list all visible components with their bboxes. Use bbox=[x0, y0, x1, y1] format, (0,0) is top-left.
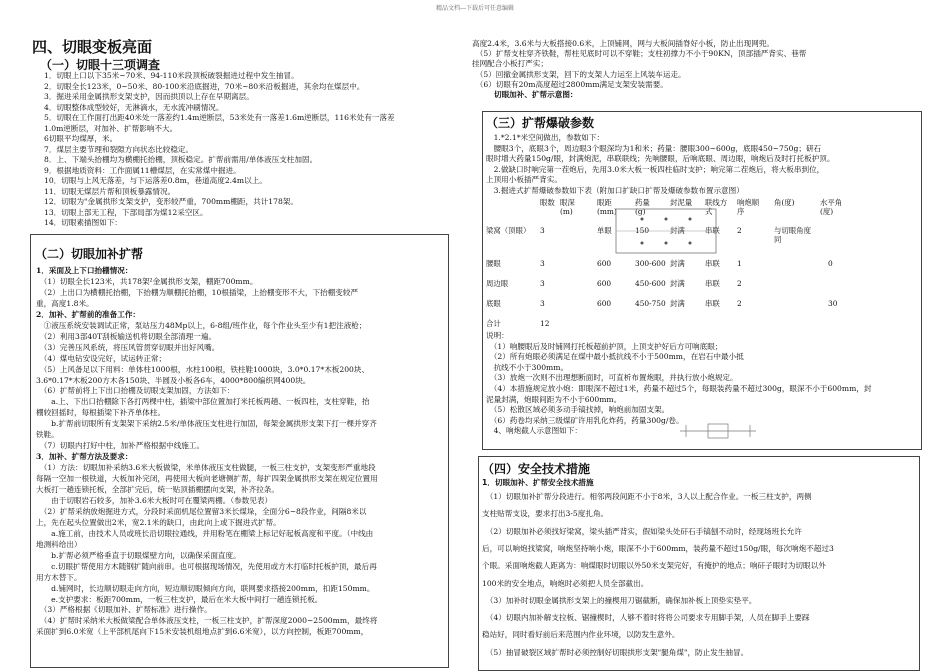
table-cell: 600 bbox=[597, 279, 612, 288]
table-cell: 封满 bbox=[670, 299, 685, 308]
top-line: 高度2.4米，3.6米与大板搭接0.6米，上顶铺网，网与大板间插脊好小板，防止出现网兜。 bbox=[472, 39, 775, 48]
table-cell: 封满 bbox=[670, 226, 685, 235]
table-cell: 0 bbox=[828, 259, 833, 268]
survey-line: 7．煤层主要节理和裂隙方向状态比较稳定。 bbox=[44, 144, 194, 154]
watermark: 精品文档---下载后可任意编辑 bbox=[435, 5, 515, 12]
body-line: a.上、下出口抬棚除下各打两棵中柱，插梁中部位置加打米托板两趟、一板四柱，支柱穿鞋，抬 bbox=[36, 397, 370, 407]
note-line: （4）本措施规定放小炮：即眼深不超过1米，药量不超过5个，每眼装药量不超过300g，眼深不小于600mm，封 bbox=[486, 384, 872, 393]
survey-line: 8．上、下端头抬棚均为横棚托抬棚，顶板稳定。扩帮前需用/单体液压支柱加固。 bbox=[44, 155, 318, 164]
subsection-title-reinforcement: （二）切眼加补扩帮 bbox=[35, 247, 144, 261]
blast-line: 3.掘进式扩帮爆破参数如下表（附加口扩缺口扩帮及爆破参数布置示意图） bbox=[486, 186, 744, 195]
blast-line: 2.做缺口时响完第一茬炮后，先用3.0米大板一板四柱临时支护；响完第二茬炮后，将大板串到位， bbox=[486, 164, 825, 174]
body-line: 由于切眼岩石较多，加补3.6米大板时可在覆梁两棚。（参数见表） bbox=[36, 495, 273, 505]
table-cell: 合计 bbox=[486, 319, 501, 328]
table-cell: 300-600 bbox=[635, 259, 666, 268]
table-header-cell: 封泥量 bbox=[670, 198, 693, 207]
note-line: （2）所有炮眼必须满足在煤中最小抵抗线不小于500mm，在岩石中最小抵 bbox=[486, 352, 744, 362]
body-line: 铁鞋。 bbox=[36, 430, 59, 440]
safety-line: （5）抽冒破裂区域扩帮时必须控制好切眼拱形支架"腿角煤"，防止发生抽冒。 bbox=[482, 647, 749, 657]
left-column bbox=[0, 0, 472, 672]
subsection-title-safety: （四）安全技术措施 bbox=[482, 462, 591, 476]
table-cell: 串联 bbox=[705, 259, 720, 268]
table-cell: 周边眼 bbox=[486, 279, 509, 288]
note-line: 泥量封满，炮眼间距为不小于600mm。 bbox=[486, 394, 622, 404]
survey-line: 3．掘进采用金属拱形支架支护，因而拱顶以上存在早期离层。 bbox=[44, 92, 254, 101]
safety-line: 个眼。采面响炮截人距离为：响煤眼时切眼以外50米支架完好，有掩护的地点；响矸子眼时为切眼以外 bbox=[482, 561, 826, 571]
body-line: （7）切眼内打好中柱，加补严格根据中线施工。 bbox=[36, 441, 205, 451]
body-line: （4）扩帮时采纳米大板做梁配合单体液压支柱，一板三柱支护，扩帮深度2000~2500mm，最终将 bbox=[36, 616, 378, 626]
table-cell: 450-750 bbox=[635, 299, 666, 308]
subsection-title-blasting: （三）扩帮爆破参数 bbox=[486, 116, 595, 130]
table-cell: 3 bbox=[540, 226, 545, 235]
note-line: （5）松散区域必须多动手镐找掉，响炮前加固支架。 bbox=[486, 405, 670, 415]
right-column bbox=[472, 0, 950, 672]
safety-line: 支柱贴帮支设，要求打出3-5度扎角。 bbox=[482, 509, 609, 519]
subsection-title-survey: （一）切眼十三项调查 bbox=[40, 58, 161, 72]
top-line: （5）回撤金属拱形支架，回下的支架人力运至上风装车运走。 bbox=[472, 69, 686, 79]
body-line: 2．加补、扩帮前的准备工作： bbox=[36, 309, 141, 319]
body-line: 棚较回摇时，每根插梁下补齐单体柱。 bbox=[36, 408, 166, 418]
body-line: b.扩帮前切眼所有支架架下采纳2.5米/单体液压支柱进行加固，每架金属拱形支架下打一棵并穿齐 bbox=[36, 419, 377, 429]
table-cell: 3 bbox=[540, 279, 545, 288]
table-cell: 3 bbox=[540, 259, 545, 268]
table-cell: 封满 bbox=[670, 279, 685, 288]
survey-line: 12．切眼为"金属拱形支架支护，变形较严重，700mm棚距，共计178架。 bbox=[44, 197, 298, 206]
safety-line: 后，可以响炮找梁窝，响炮坚持响小炮，眼深不小于600mm，装药量不超过150g/眼，每次响炮不超过3 bbox=[482, 543, 834, 553]
note-line: （3）放炮一次则不出理想断面时，可直析布置炮眼，并执行放小炮规定。 bbox=[486, 373, 738, 383]
table-cell: 600 bbox=[597, 299, 612, 308]
table-header-cell: 药量(g) bbox=[635, 198, 650, 216]
body-line: 采面扩到6.0米宽（上平部机尾向下15米安装机组地点扩到6.6米宽），以方向控制，板距700mm， bbox=[36, 627, 369, 637]
body-line: 用方木替下。 bbox=[36, 572, 82, 582]
table-cell: 串联 bbox=[705, 279, 720, 288]
survey-line: 2．切眼全长123米，0~50米、80-100米沿底掘进，70米~80米沿板掘进，其余均在煤层中。 bbox=[44, 81, 365, 91]
blast-line: 上顶用小板插严背实。 bbox=[486, 175, 562, 185]
body-line: 地测科给出） bbox=[36, 539, 82, 549]
body-line: ①液压系统安装调试正常，泵站压力48Mp以上，6-8组/班作业，每个作业头至少有1把注液枪； bbox=[36, 320, 367, 330]
table-cell: 150 bbox=[635, 226, 650, 235]
body-line: （1）切眼全长123米，共178架²金属拱形支架，棚距700mm。 bbox=[36, 276, 258, 286]
body-line: 大板打一趟连锁托板，全部扩完后，统一贴顶插棚摆向支架，补齐拉条。 bbox=[36, 485, 279, 494]
table-cell: 串联 bbox=[705, 226, 720, 235]
note-line: （1）响腰眼后及时铺网打托板超前护顶，上顶支护好后方可响底眼； bbox=[486, 341, 723, 351]
table-cell: 450-600 bbox=[635, 279, 666, 288]
table-cell: 2 bbox=[737, 299, 742, 308]
body-line: （4）煤电钻安设完好，试运转正常； bbox=[36, 353, 167, 363]
body-line: 1．采面及上下口抬棚情况： bbox=[36, 266, 133, 275]
table-cell: 1 bbox=[737, 259, 742, 268]
note-line: 说明： bbox=[486, 331, 509, 340]
blast-line: 1.*2.1*米空间做出，参数如下： bbox=[486, 133, 605, 142]
top-line: 挂网配合小板打严实； bbox=[472, 59, 548, 69]
table-cell: 底眼 bbox=[486, 299, 501, 308]
table-cell: 3 bbox=[540, 299, 545, 308]
body-line: （2）利用3部40T刮板输送机将切眼全部清理一遍。 bbox=[36, 331, 217, 341]
survey-line: 1．切眼上口以下35米~70米、94-110米段顶板破裂掘进过程中发生抽冒。 bbox=[44, 71, 299, 80]
table-cell: 2 bbox=[737, 279, 742, 288]
blast-layout-sketch-icon bbox=[612, 205, 722, 260]
body-line: （5）上风备足以下用料：单体柱1000根，水柱100根，铁柱鞋1000块，3.0*0.17*木板200块、 bbox=[36, 364, 370, 374]
top-line: （5）扩帮支柱穿齐铁鞋，帮柱见底时可以不穿鞋；支柱初撑力不小于90KN，顶部插严背实、巷帮 bbox=[472, 49, 807, 59]
blast-line: 腰眼3个，底眼3个，周边眼3个眼深均为1和米；药量：腰眼300~600g，底眼450~750g；研石 bbox=[486, 143, 822, 153]
table-cell: 单眼 bbox=[597, 226, 612, 235]
body-line: c.切眼扩帮使用方木随钢扩随向前串。也可根据现场情况，先使用或方木打临时托板护顶，最后再 bbox=[36, 561, 377, 571]
survey-line: 4．切眼整体成型较好，无淋滴水，无水流冲刷情况。 bbox=[44, 102, 224, 112]
diagram-caption: 切眼加补、扩帮示意图： bbox=[494, 90, 578, 99]
body-line: 重，高度1.8米。 bbox=[36, 298, 94, 308]
note-line: （6）药卷均采纳三级煤矿许用乳化炸药，药量300g/卷。 bbox=[486, 415, 684, 425]
table-cell: 2 bbox=[737, 226, 742, 235]
body-line: 上，先在起头位置做出2米，宽2.1米的缺口，由此向上或下掘进式扩帮。 bbox=[36, 517, 281, 527]
survey-line: 6切眼平均煤厚，米。 bbox=[44, 134, 118, 143]
body-line: 3.6*0.17*木板200方木各150块、半圆及小板各6车，4000*800编织网400块。 bbox=[36, 375, 311, 385]
survey-line: 9．根据地质资料：工作面属11槽煤层，在实常煤中掘进。 bbox=[44, 165, 241, 175]
survey-line: 10．切眼与上风无落差，与下运落差0.8m，巷道高度2.4m以上。 bbox=[44, 176, 267, 185]
body-line: （2）上出口为横棚托抬棚，下抬棚为顺棚托抬棚，10根插梁，上抬棚变形不大，下抬棚变较严 bbox=[36, 287, 359, 297]
body-line: a.施工前，由技术人员或班长沿切眼拉通线，并用粉笔在棚梁上标记好起板高度和平度。（中线由 bbox=[36, 528, 374, 538]
table-cell: 封满 bbox=[670, 259, 685, 268]
blast-line: 眼时增大药量150g/眼，封满炮泥，串联联线；先响腰眼，后响底眼、周边眼，响炮后及时打托板护顶。 bbox=[486, 154, 835, 164]
body-line: d.铺网时，长边顺切眼走向方向，短边顺切眼倾向方向，联网要求搭接200mm，扣距150mm。 bbox=[36, 583, 375, 593]
safety-line: （1）切眼加补扩帮分段进行。相邻两段间距不小于8米，3人以上配合作业。一板三柱支护，两侧 bbox=[482, 492, 812, 501]
section-title: 四、切眼变板亮面 bbox=[32, 38, 153, 56]
body-line: （1）方法：切眼加补采纳3.6米大板做梁，米单体液压支柱做腿，一板三柱支护，支架变形严重地段 bbox=[36, 463, 376, 473]
table-header-cell: 水平角(度) bbox=[820, 198, 843, 216]
body-line: （2）扩帮采纳放炮掘进方式，分段时采面机尾位置留3米长煤垛，全面分6~8段作业，间隔8米以 bbox=[36, 506, 367, 516]
safety-line: （3）加补时切眼金属拱形支架上的撞楔用刀锯截断，确保加补板上顶垫实垫平。 bbox=[482, 595, 757, 605]
survey-line: 13．切眼上部无工程，下部局部为煤12采空区。 bbox=[44, 207, 208, 217]
safety-heading: 1．切眼加补、扩帮安全技术措施 bbox=[482, 478, 594, 487]
table-header-cell: 眼数 bbox=[540, 198, 555, 207]
table-header-cell: 眼深(m) bbox=[560, 198, 575, 216]
body-line: （3）严格根据《切眼加补、扩帮标准》进行操作。 bbox=[36, 605, 212, 615]
table-cell: 串联 bbox=[705, 299, 720, 308]
safety-line: （4）切眼内加补解支拉板、锯撞楔时，人够不着时将将公司要求专用脚手架，人员在脚手上要踩 bbox=[482, 613, 810, 623]
evacuation-sketch-icon bbox=[678, 420, 758, 442]
top-line: （6）切眼有20m高度超过2800mm满足支架安装需要。 bbox=[472, 79, 668, 89]
table-cell: 600 bbox=[597, 259, 612, 268]
table-cell: 与切眼角度同 bbox=[774, 226, 811, 244]
note-line: 抗线不小于300mm。 bbox=[486, 362, 569, 372]
body-line: （6）扩帮前将上下出口抬棚及切眼支架加固，方法如下： bbox=[36, 386, 235, 396]
survey-line: 1.0m逆断层，对加补、扩帮影响不大。 bbox=[44, 123, 178, 133]
safety-line: 100米的安全地点，响炮时必须把人员全部截出。 bbox=[482, 578, 649, 588]
table-header-cell: 眼距(mm) bbox=[597, 198, 617, 216]
table-header-cell: 响炮顺序 bbox=[737, 198, 760, 216]
body-line: （3）完善压风系统，将压风管贯穿切眼并出好风嘴。 bbox=[36, 342, 220, 352]
table-header-cell: 角(度) bbox=[774, 198, 795, 207]
table-cell: 30 bbox=[828, 299, 838, 308]
safety-line: 稳站好，同时看好前后来范围内作业环境，以防发生意外。 bbox=[482, 630, 680, 640]
body-line: e.支护要求：板距700mm，一板三柱支护，最后在米大板中间打一趟连锁托板。 bbox=[36, 594, 323, 604]
survey-line: 5．切眼在工作面打出距40米处一落差约1.4m逆断层，53米处有一落差1.6m逆断层，116米处有一落差 bbox=[44, 113, 395, 122]
table-cell: 梁窝（顶眼） bbox=[486, 226, 531, 235]
body-line: 每隔一空加一根铁道，大板加补完闭，再使用大板向老塘侧扩帮，每扩四架金属拱形支架在规定位置用 bbox=[36, 474, 378, 484]
note-line: 4、响炮截人示意图如下： bbox=[486, 426, 582, 436]
survey-line: 14．切眼素描图如下： bbox=[44, 218, 123, 227]
body-line: 3．加补、扩帮方法及要求： bbox=[36, 452, 133, 462]
body-line: b.扩帮必须严格垂直于切眼煤壁方向，以确保采面直度。 bbox=[36, 550, 241, 560]
safety-line: （2）切眼加补必须找好梁窝，梁头插严背实，假如梁头处矸石手镐刨不动时，经现场班长允许 bbox=[482, 526, 802, 536]
table-cell: 12 bbox=[540, 319, 550, 328]
table-header-cell: 联线方式 bbox=[705, 198, 728, 216]
table-cell: 腰眼 bbox=[486, 259, 501, 268]
survey-line: 11．切眼无煤层片帮和顶板暴露情况。 bbox=[44, 186, 176, 196]
